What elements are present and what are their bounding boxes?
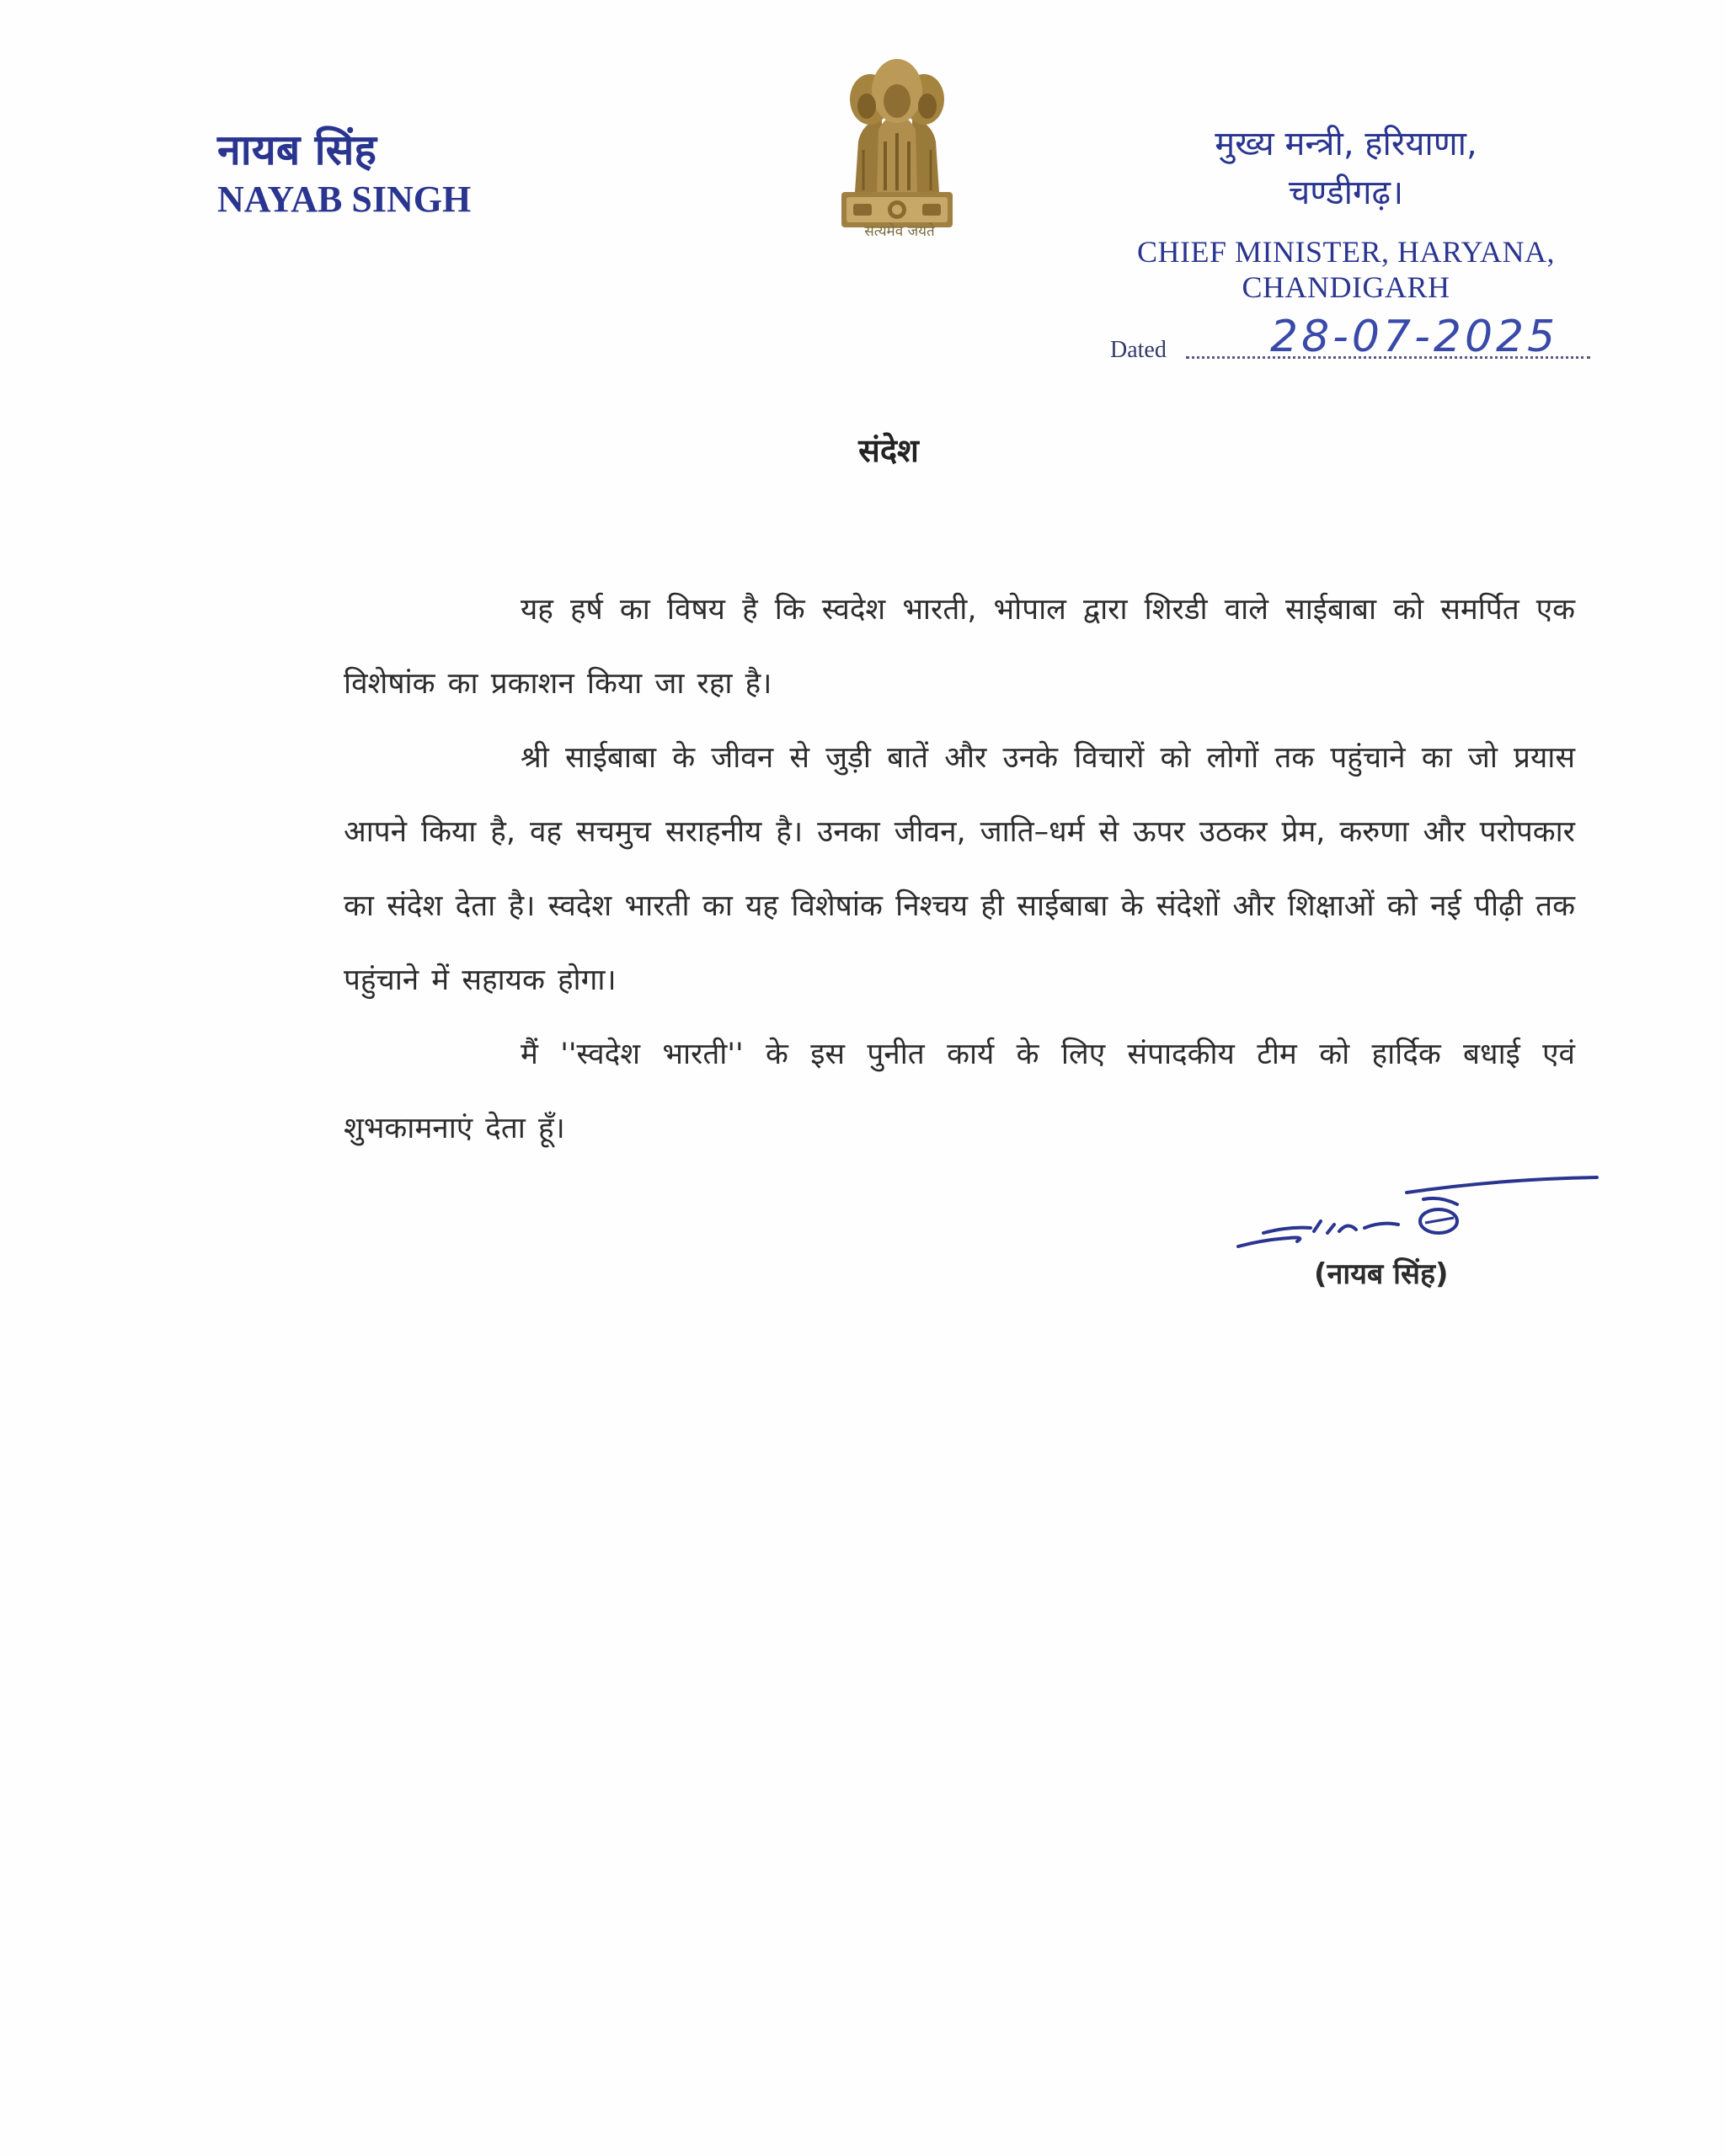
office-title-english: CHIEF MINISTER, HARYANA, [1136,235,1556,269]
office-city-english: CHANDIGARH [1242,270,1450,304]
office-block [1110,120,1582,305]
dated-value: 28-07-2025 [1270,312,1559,362]
body-paragraph: श्री साईबाबा के जीवन से जुड़ी बातें और उनके विचारों को लोगों तक पहुंचाने का जो प्रयास आपने किया है, वह सचमुच सराहनीय है। उनका जीवन, जाति–धर्म से ऊपर उठकर प्रेम, करुणा और परोपकार का संदेश देता है। स्वदेश भारती का यह विशेषांक निश्चय ही साईबाबा के संदेशों और शिक्षाओं को नई पीढ़ी तक पहुंचाने में सहायक होगा। [344,741,1575,997]
sender-name-hindi: नायब सिंह [217,125,377,174]
dated-row [1110,308,1590,367]
signature-block [1230,1162,1600,1314]
dated-label: Dated [1110,337,1167,363]
letter-heading: संदेश [858,432,919,469]
sender-name-block [217,123,471,222]
signatory-name: (नायब सिंह) [1314,1257,1449,1291]
body-paragraph: मैं ''स्वदेश भारती'' के इस पुनीत कार्य के लिए संपादकीय टीम को हार्दिक बधाई एवं शुभकामनाएं देता हूँ। [344,1038,1575,1145]
office-city-hindi: चण्डीगढ़। [1288,173,1404,212]
office-title-hindi: मुख्य मन्त्री, हरियाणा, [1215,125,1477,163]
letter-body [344,573,1575,1166]
emblem-motto: सत्यमेव जयते [864,223,935,240]
handwritten-signature-icon [1230,1162,1600,1255]
sender-name-english: NAYAB SINGH [217,179,472,220]
body-paragraph: यह हर्ष का विषय है कि स्वदेश भारती, भोपाल द्वारा शिरडी वाले साईबाबा को समर्पित एक विशेषांक का प्रकाशन किया जा रहा है। [344,593,1575,701]
